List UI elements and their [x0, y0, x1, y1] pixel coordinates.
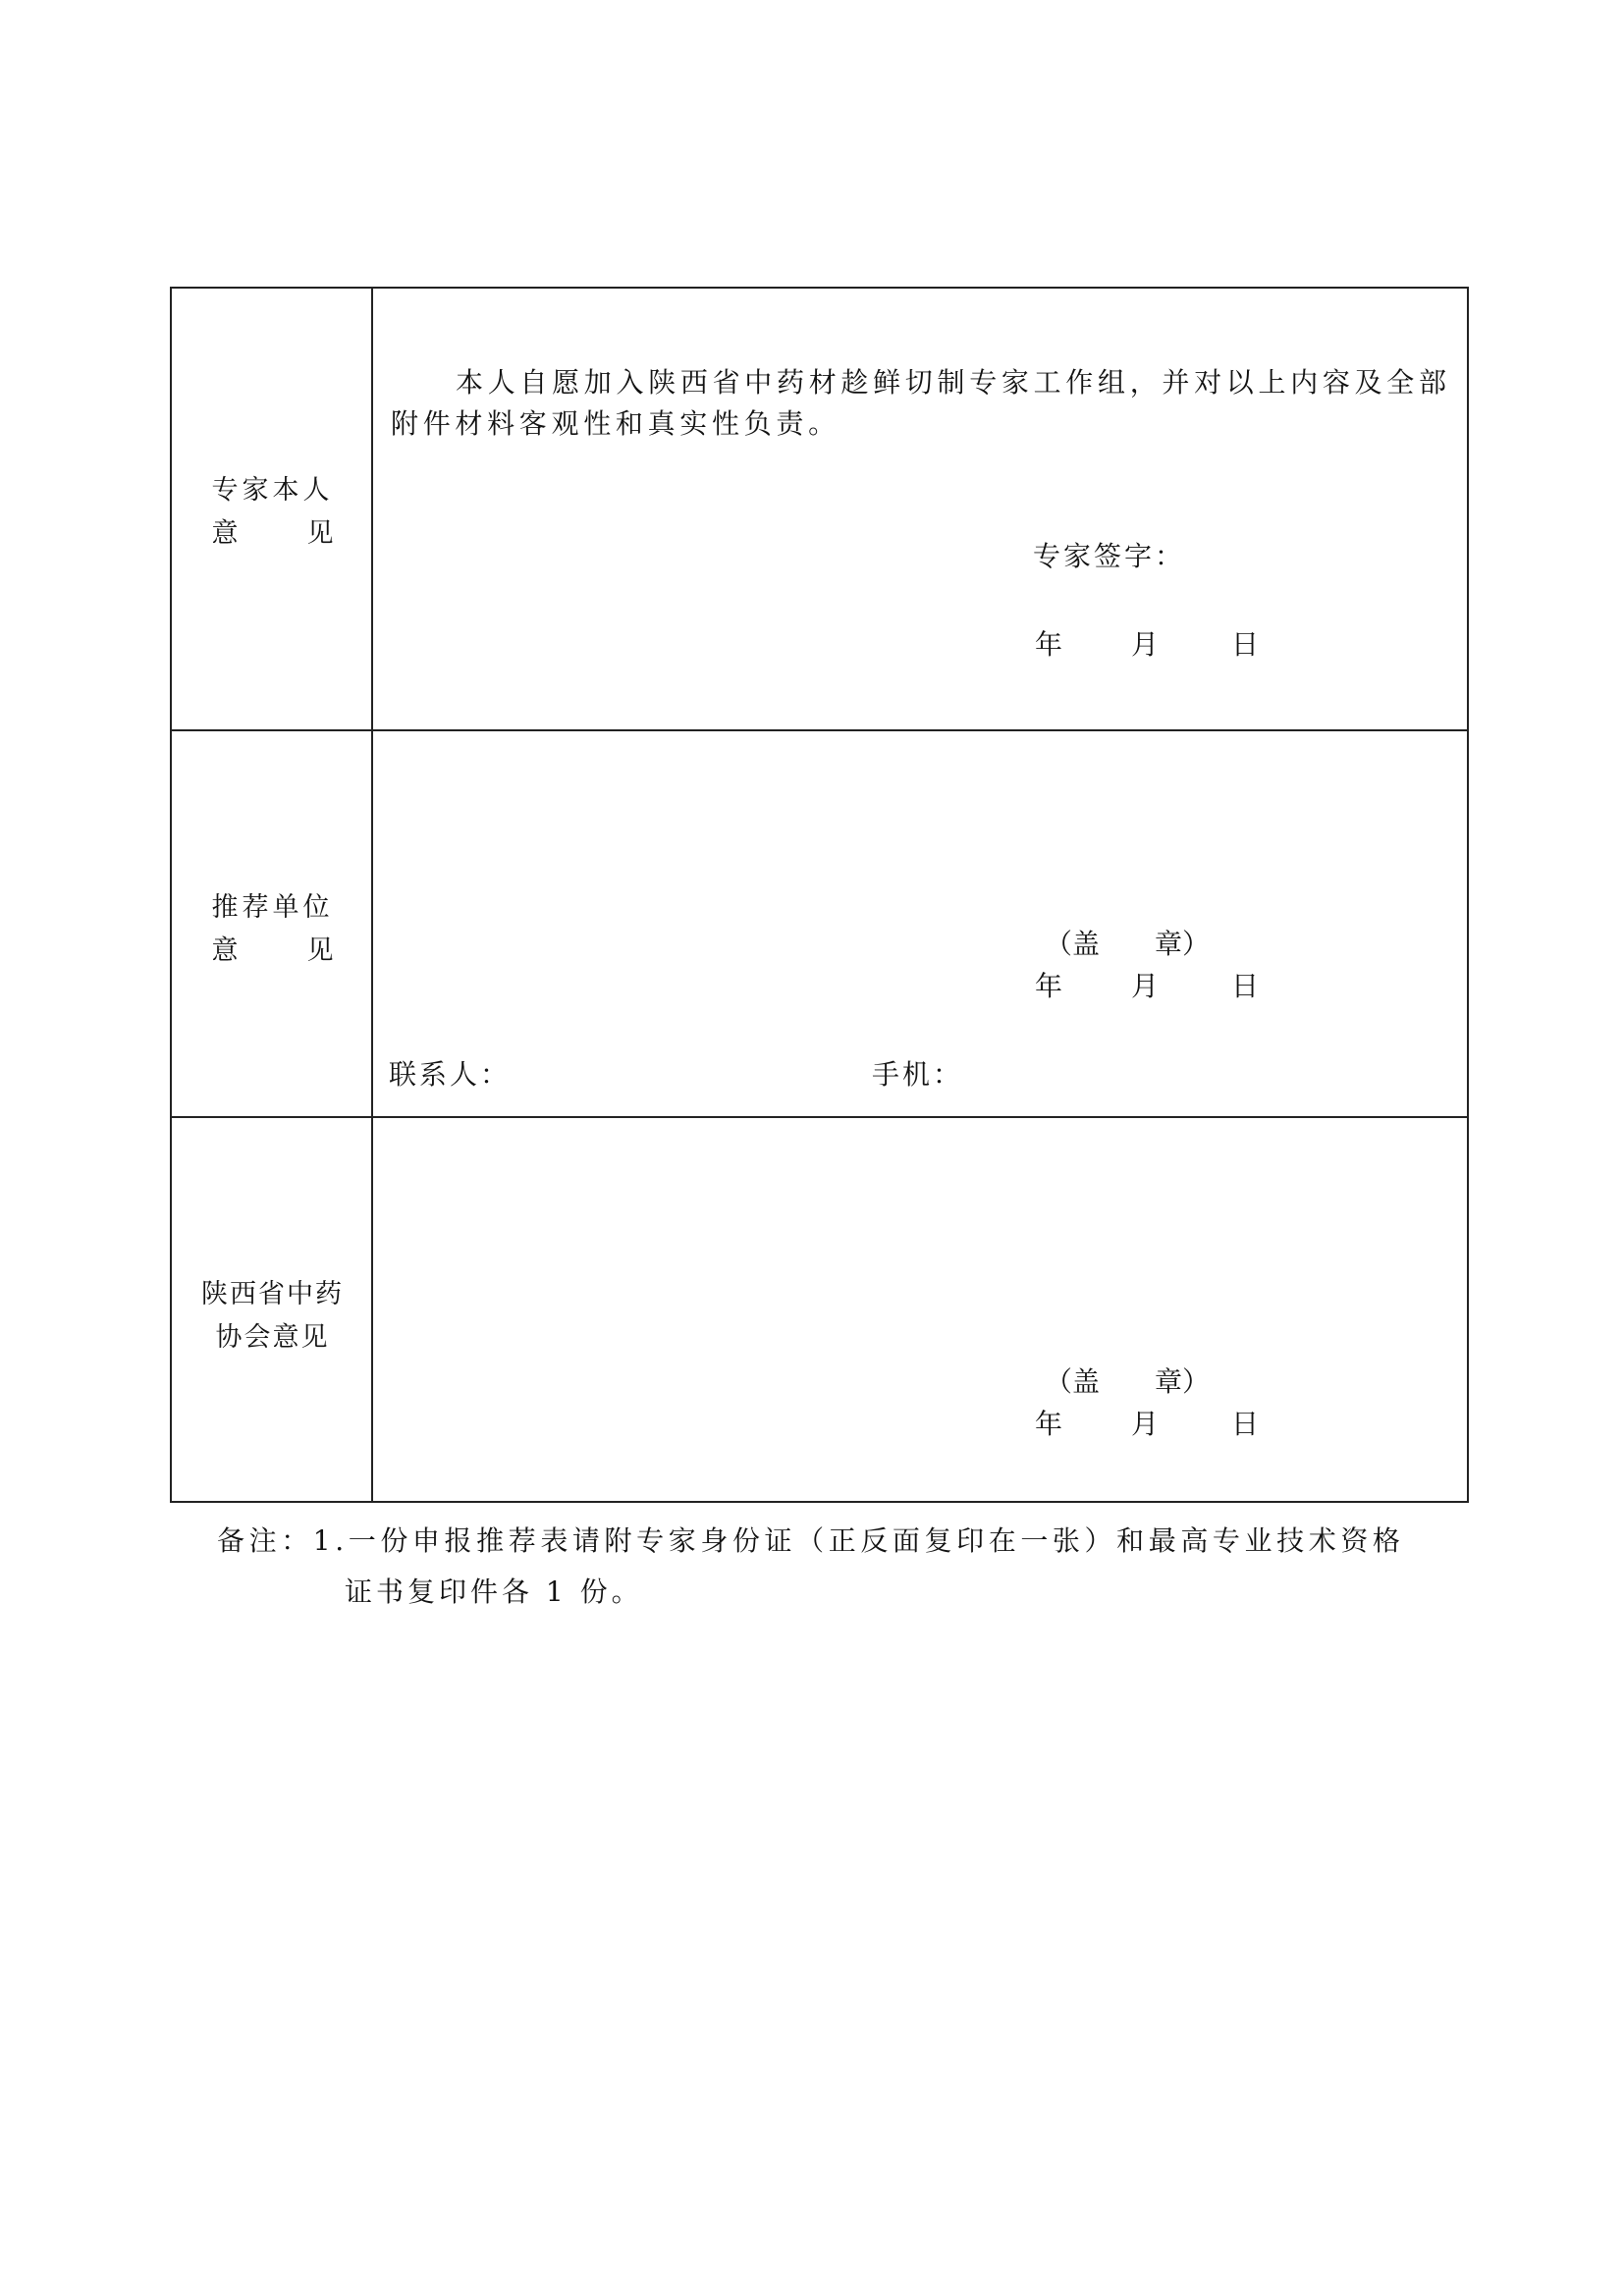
seal-line	[1045, 1362, 1339, 1403]
label-opinion-left: 意	[211, 935, 239, 966]
label-shaanxi-tcm: 陕西省中药	[201, 1279, 344, 1309]
label-opinion	[172, 512, 373, 556]
row-recommending-unit-opinion	[172, 729, 1467, 1118]
expert-signature-label: 专家签字：	[1033, 540, 1186, 572]
label-opinion-right: 见	[306, 935, 334, 966]
row-expert-opinion	[172, 289, 1467, 731]
label-cell-expert-opinion	[172, 289, 373, 731]
association-date-line	[1035, 1404, 1329, 1445]
content-cell-recommending-unit[interactable]	[373, 731, 1467, 1118]
date-year: 年	[1035, 628, 1063, 661]
label-opinion-right: 见	[306, 518, 334, 549]
label-recommending-unit: 推荐单位	[211, 892, 334, 923]
statement-line-1: 本人自愿加入陕西省中药材趁鲜切制专家工作组，并对以上内容及全部	[456, 366, 1451, 399]
label-expert-self: 专家本人	[211, 475, 334, 506]
date-year: 年	[1035, 1408, 1063, 1440]
seal-line	[1045, 924, 1339, 965]
row-association-opinion	[172, 1116, 1467, 1503]
seal-open: （盖	[1045, 928, 1101, 960]
seal-open: （盖	[1045, 1365, 1101, 1398]
content-cell-expert-opinion[interactable]	[373, 289, 1467, 731]
label-cell-association	[172, 1118, 373, 1503]
date-day: 日	[1231, 628, 1260, 661]
unit-date-line	[1035, 966, 1329, 1007]
expert-date-line	[1035, 624, 1329, 666]
footnote-line-1: 备注：1.一份申报推荐表请附专家身份证（正反面复印在一张）和最高专业技术资格	[217, 1524, 1405, 1557]
seal-close: 章）	[1155, 1365, 1211, 1398]
date-day: 日	[1231, 1408, 1260, 1440]
label-cell-recommending-unit	[172, 731, 373, 1118]
recommendation-form-table	[170, 287, 1469, 1503]
date-month: 月	[1131, 1408, 1160, 1440]
phone-label: 手机：	[872, 1058, 964, 1091]
seal-close: 章）	[1155, 928, 1211, 960]
date-month: 月	[1131, 628, 1160, 661]
label-opinion	[172, 930, 373, 973]
date-year: 年	[1035, 970, 1063, 1002]
label-association-opinion: 协会意见	[215, 1322, 330, 1353]
statement-line-2: 附件材料客观性和真实性负责。	[391, 407, 840, 440]
footnote-line-2: 证书复印件各 1 份。	[345, 1575, 643, 1608]
label-opinion-left: 意	[211, 518, 239, 549]
date-day: 日	[1231, 970, 1260, 1002]
date-month: 月	[1131, 970, 1160, 1002]
contact-person-label: 联系人：	[389, 1058, 512, 1091]
content-cell-association[interactable]	[373, 1118, 1467, 1503]
